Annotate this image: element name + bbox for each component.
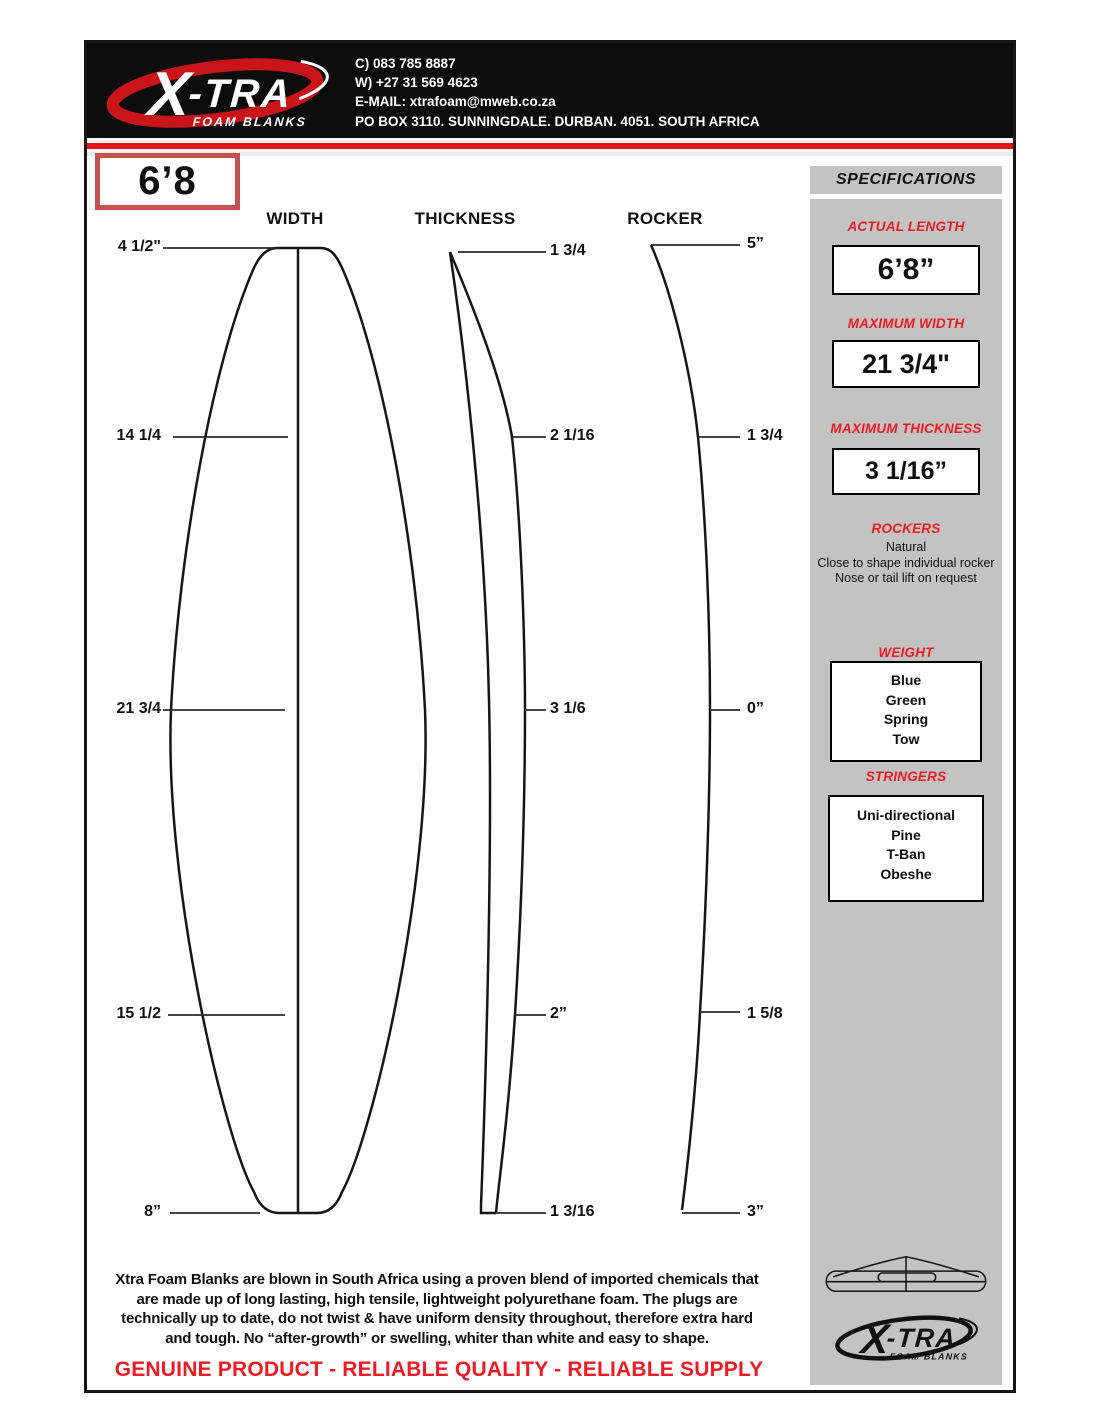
width-outline-diagram [170, 248, 425, 1213]
brand-name-rest: -TRA [187, 72, 294, 116]
stringers-options-box [828, 795, 984, 902]
brand-tagline: FOAM BLANKS [889, 1351, 969, 1362]
rockers-note-line: Close to shape individual rocker [817, 555, 995, 570]
weight-option: Blue [890, 672, 922, 688]
footer-slogan: GENUINE PRODUCT - RELIABLE QUALITY - RELIABLE SUPPLY [114, 1358, 764, 1381]
thickness-measurement-label: 1 3/4 [550, 242, 586, 259]
brand-initial: X [146, 60, 193, 129]
contact-line: W) +27 31 569 4623 [355, 75, 478, 91]
brand-initial: X [859, 1314, 891, 1362]
footer-description: Xtra Foam Blanks are blown in South Africa using a proven blend of imported chemicals that are made up of long lasting, high tensile, lightweight polyurethane foam. The plugs are technically up to date, do not twist & have uniform density throughout, therefore extra hard and tough. No “after-growth” or swelling, whiter than white and easy to shape. [115, 1271, 759, 1347]
header-bar [87, 43, 1013, 138]
stringer-option: Obeshe [880, 865, 932, 882]
blank-cross-section-diagram [818, 1250, 994, 1298]
spec-value-actual-length: 6’8” [832, 245, 980, 295]
spec-label-weight: WEIGHT [878, 645, 934, 660]
stringer-option: Uni-directional [856, 807, 955, 823]
width-measurement-label: 15 1/2 [116, 1005, 161, 1022]
spec-value-maximum-thickness: 3 1/16” [832, 448, 980, 495]
stringer-option: Pine [891, 826, 921, 843]
weight-option: Tow [892, 730, 920, 747]
thickness-measurement-label: 2 1/16 [550, 427, 595, 444]
rocker-measurement-label: 1 5/8 [747, 1005, 783, 1022]
column-header-rocker: ROCKER [627, 209, 703, 228]
thickness-measurement-label: 2” [550, 1005, 567, 1022]
rocker-measurement-label: 3” [747, 1203, 764, 1220]
width-measurement-label: 4 1/2" [117, 238, 161, 255]
xtra-logo-footer [832, 1303, 980, 1375]
spec-label-actual-length: ACTUAL LENGTH [847, 219, 965, 234]
spec-panel-heading: SPECIFICATIONS [810, 166, 1002, 194]
contact-line: PO BOX 3110. SUNNINGDALE. DURBAN. 4051. SOUTH AFRICA [355, 113, 760, 129]
model-size-box: 6’8 [95, 153, 240, 210]
spec-label-maximum-width: MAXIMUM WIDTH [847, 316, 965, 331]
thickness-measurement-label: 3 1/6 [550, 700, 586, 717]
weight-options-box [830, 661, 982, 762]
contact-line: C) 083 785 8887 [355, 56, 456, 71]
blank-outline-diagrams [87, 230, 813, 1240]
spec-panel [810, 199, 1002, 1385]
xtra-logo [100, 46, 335, 138]
contact-info [355, 54, 760, 131]
rockers-note-line: Natural [885, 540, 927, 554]
contact-line: E-MAIL: xtrafoam@mweb.co.za [355, 94, 556, 110]
rocker-measurement-label: 1 3/4 [747, 427, 783, 444]
stringer-option: T-Ban [886, 846, 926, 862]
rocker-measurement-label: 0” [747, 700, 764, 717]
red-divider [87, 143, 1013, 149]
diagram-linework [87, 230, 813, 1240]
column-header-width: WIDTH [266, 209, 324, 228]
width-measurement-label: 21 3/4 [116, 700, 161, 717]
rocker-measurement-label: 5” [747, 235, 764, 252]
thickness-profile-diagram [450, 252, 525, 1213]
weight-option: Green [885, 691, 927, 708]
width-measure-ticks [163, 248, 288, 1213]
brand-name-rest: -TRA [885, 1322, 958, 1353]
rocker-profile-diagram [651, 245, 710, 1210]
width-measurement-label: 8” [144, 1203, 161, 1220]
width-measurement-label: 14 1/4 [116, 427, 161, 444]
weight-option: Spring [883, 711, 929, 727]
rockers-notes [814, 540, 998, 587]
spec-label-stringers: STRINGERS [865, 769, 947, 784]
rockers-note-line: Nose or tail lift on request [835, 571, 977, 585]
spec-label-maximum-thickness: MAXIMUM THICKNESS [830, 421, 982, 436]
spec-value-maximum-width: 21 3/4" [832, 340, 980, 388]
column-header-thickness: THICKNESS [414, 209, 516, 228]
brand-tagline: FOAM BLANKS [192, 115, 308, 129]
spec-label-rockers: ROCKERS [871, 521, 941, 536]
thickness-measurement-label: 1 3/16 [550, 1203, 595, 1220]
spec-sheet-page [84, 40, 1016, 1393]
